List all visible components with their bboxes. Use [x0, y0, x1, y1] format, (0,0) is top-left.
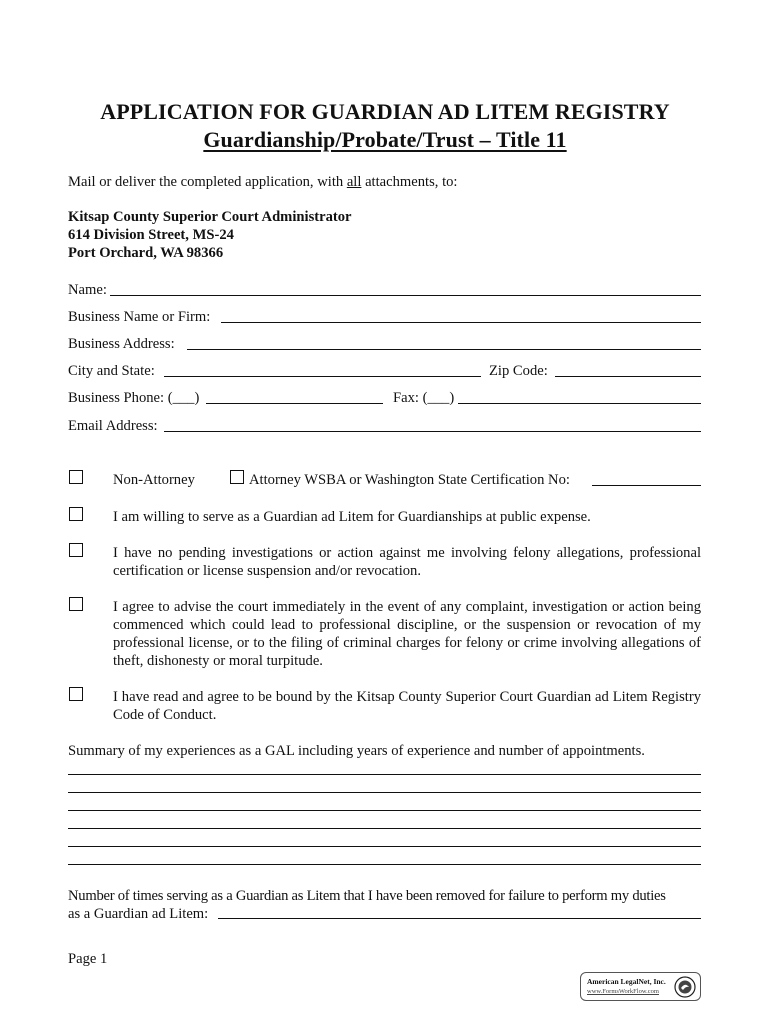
form-subtitle: Guardianship/Probate/Trust – Title 11 [203, 127, 567, 152]
summary-line-5[interactable] [68, 846, 701, 847]
business-name-input-line[interactable] [221, 322, 701, 323]
attorney-label: Attorney WSBA or Washington State Certification No: [249, 472, 570, 488]
business-address-input-line[interactable] [187, 349, 701, 350]
instructions-before: Mail or deliver the completed application, with [68, 174, 347, 190]
non-attorney-label: Non-Attorney [113, 472, 195, 488]
willing-statement: I am willing to serve as a Guardian ad Litem for Guardianships at public expense. [113, 509, 591, 525]
publisher-logo [580, 972, 701, 1001]
zip-input-line[interactable] [555, 376, 701, 377]
page-number: Page 1 [68, 951, 108, 967]
fax-input-line[interactable] [458, 403, 701, 404]
seal-icon [674, 976, 696, 998]
city-state-input-line[interactable] [164, 376, 481, 377]
email-label: Email Address: [68, 418, 158, 434]
city-state-label: City and State: [68, 363, 155, 379]
fax-label: Fax: (___) [393, 390, 455, 406]
summary-line-4[interactable] [68, 828, 701, 829]
business-phone-input-line[interactable] [206, 403, 383, 404]
address-line-1: Kitsap County Superior Court Administrator [68, 209, 352, 225]
code-of-conduct-statement: I have read and agree to be bound by the Kitsap County Superior Court Guardian ad Litem Registry Code of Conduct. [113, 689, 701, 723]
publisher-url: www.FormsWorkFlow.com [587, 988, 659, 995]
agree-advise-checkbox[interactable] [69, 597, 83, 611]
name-label: Name: [68, 282, 107, 298]
removed-count-input-line[interactable] [218, 918, 701, 919]
business-phone-label: Business Phone: (___) [68, 390, 200, 406]
instructions-after: attachments, to: [361, 174, 458, 190]
certification-number-input-line[interactable] [592, 485, 701, 486]
non-attorney-checkbox[interactable] [69, 470, 83, 484]
instructions-text [68, 173, 457, 191]
agree-advise-statement: I agree to advise the court immediately in the event of any complaint, investigation or action being commenced which could lead to professional discipline, or the suspension or revocation of my professional license, or to the filing of criminal charges for felony or crime involving allegations of theft, dishonesty or moral turpitude. [113, 599, 701, 669]
summary-line-6[interactable] [68, 864, 701, 865]
form-title: APPLICATION FOR GUARDIAN AD LITEM REGISTRY [100, 99, 670, 124]
no-pending-checkbox[interactable] [69, 543, 83, 557]
no-pending-statement: I have no pending investigations or action against me involving felony allegations, professional certification or license suspension and/or revocation. [113, 545, 701, 579]
summary-line-2[interactable] [68, 792, 701, 793]
zip-label: Zip Code: [489, 363, 548, 379]
business-address-label: Business Address: [68, 336, 175, 352]
summary-line-1[interactable] [68, 774, 701, 775]
removed-label-line-1: Number of times serving as a Guardian as Litem that I have been removed for failure to perform my duties [68, 888, 666, 904]
summary-label: Summary of my experiences as a GAL including years of experience and number of appointments. [68, 743, 645, 759]
business-name-label: Business Name or Firm: [68, 309, 211, 325]
address-line-3: Port Orchard, WA 98366 [68, 245, 224, 261]
publisher-name: American LegalNet, Inc. [587, 977, 666, 986]
instructions-emphasis: all [346, 174, 362, 190]
email-input-line[interactable] [164, 431, 701, 432]
attorney-checkbox[interactable] [230, 470, 244, 484]
address-line-2: 614 Division Street, MS-24 [68, 227, 234, 243]
willing-checkbox[interactable] [69, 507, 83, 521]
code-of-conduct-checkbox[interactable] [69, 687, 83, 701]
summary-line-3[interactable] [68, 810, 701, 811]
name-input-line[interactable] [110, 295, 701, 296]
removed-label-line-2: as a Guardian ad Litem: [68, 906, 209, 922]
